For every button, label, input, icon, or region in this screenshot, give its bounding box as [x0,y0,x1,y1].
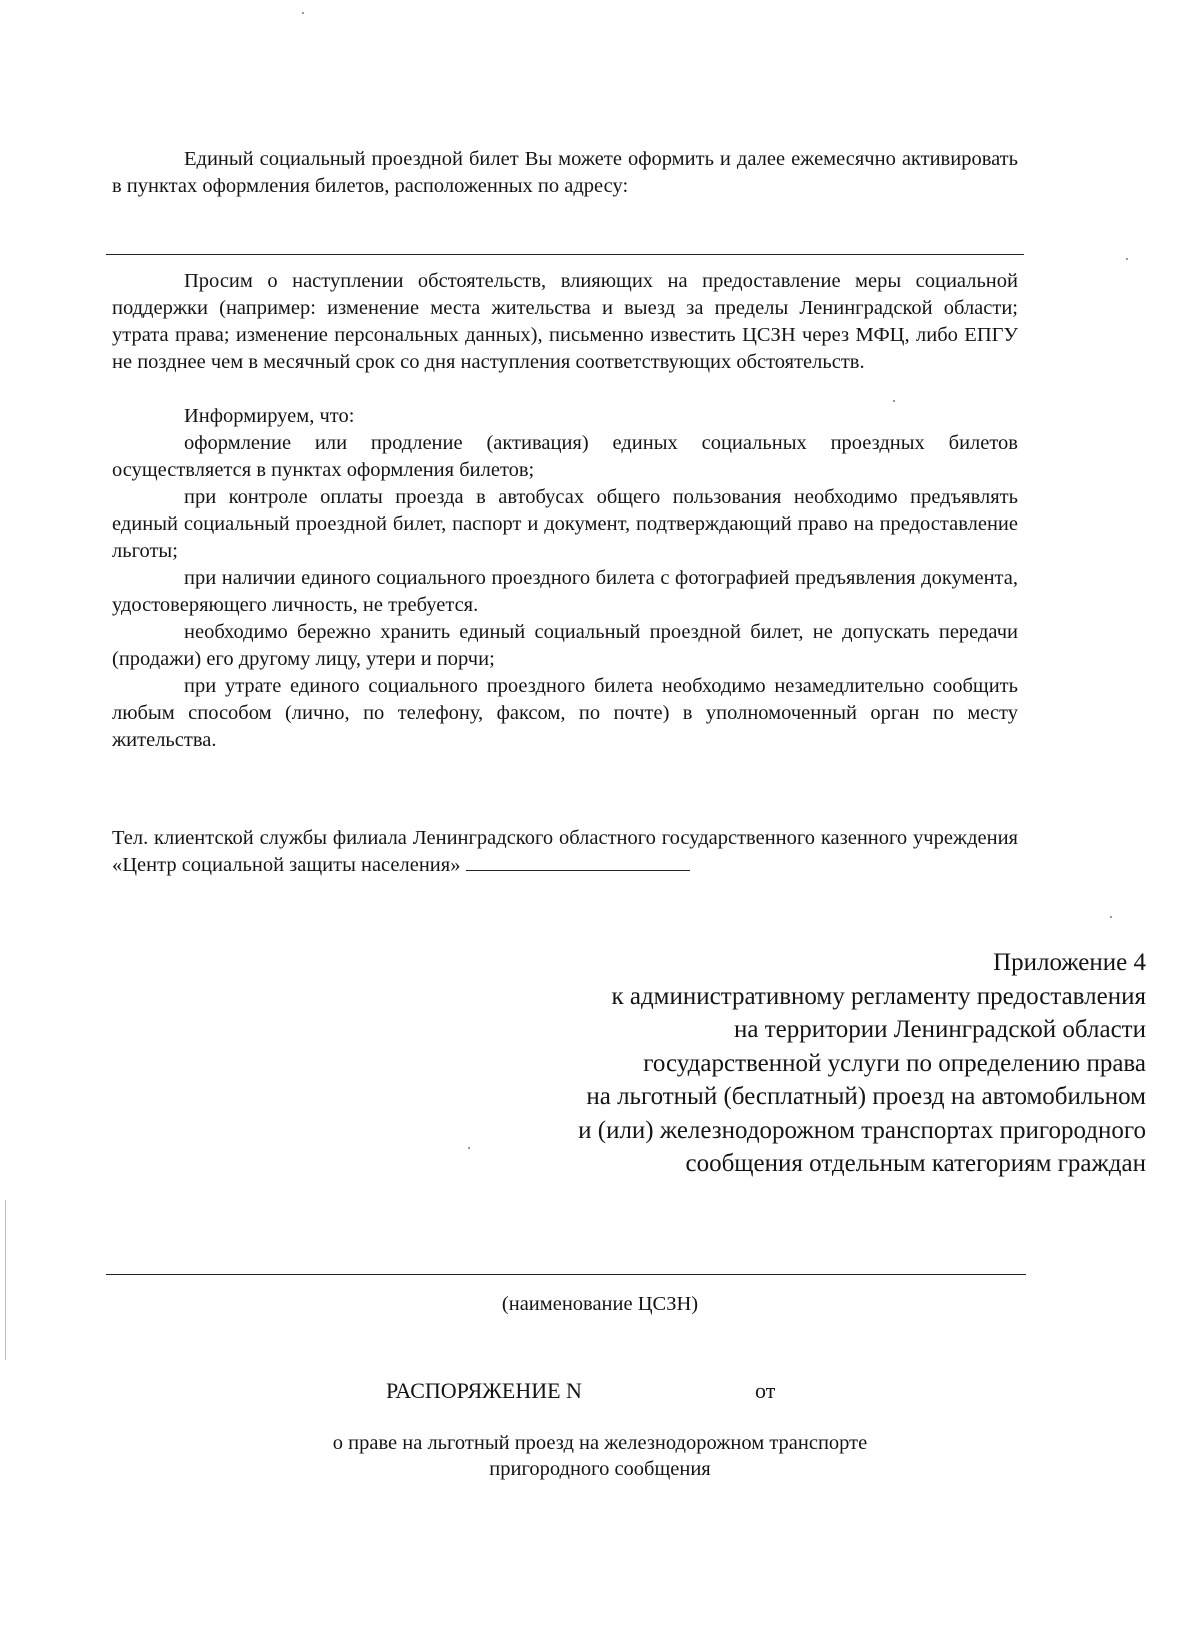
org-name-caption: (наименование ЦСЗН) [501,1293,699,1315]
ticket-info-paragraph: Единый социальный проездной билет Вы можете оформить и далее ежемесячно активировать в пунктах оформления билетов, расположенных по адресу: [112,148,1018,197]
order-subject-line-1: о праве на льготный проезд на железнодорожном транспорте [332,1432,868,1454]
notice-request-paragraph: Просим о наступлении обстоятельств, влияющих на предоставление меры социальной поддержки (например: изменение места жительства и выезд за пределы Ленинградской области; утрата права; изменение персональных данных), письменно известить ЦСЗН через МФЦ, либо ЕПГУ не позднее чем в месячный срок со дня наступления соответствующих обстоятельств. [112,270,1018,373]
appendix-line: Приложение 4 [993,949,1146,976]
address-blank-line [106,254,1024,255]
scan-speck [1126,258,1128,260]
appendix-line: и (или) железнодорожном транспортах пригородного [578,1116,1146,1144]
order-date-label: от [755,1378,776,1403]
inform-item-3: при наличии единого социального проездного билета с фотографией предъявления документа, удостоверяющего личность, не требуется. [112,567,1018,616]
appendix-line: сообщения отдельным категориям граждан [685,1150,1146,1177]
phone-text: Тел. клиентской службы филиала Ленинградского областного государственного казенного учреждения «Центр социальной защиты населения» [112,827,1018,876]
order-title: РАСПОРЯЖЕНИЕ N [386,1378,582,1403]
inform-item-5: при утрате единого социального проездного билета необходимо незамедлительно сообщить любым способом (лично, по телефону, факсом, по почте) в уполномоченный орган по месту жительства. [112,675,1018,751]
inform-item-4: необходимо бережно хранить единый социальный проездной билет, не допускать передачи (продажи) его другому лицу, утери и порчи; [112,621,1018,670]
org-name-blank-line [106,1274,1026,1275]
phone-blank-line [466,852,690,871]
inform-item-2: при контроле оплаты проезда в автобусах общего пользования необходимо предъявлять единый социальный проездной билет, паспорт и документ, подтверждающий право на предоставление льготы; [112,486,1018,562]
scan-speck [468,1147,470,1149]
order-subject-line-2: пригородного сообщения [489,1458,711,1480]
appendix-line: государственной услуги по определению права [643,1049,1146,1077]
scan-speck [302,12,304,14]
inform-item-1: оформление или продление (активация) единых социальных проездных билетов осуществляется в пунктах оформления билетов; [112,432,1018,481]
appendix-line: на территории Ленинградской области [734,1016,1146,1043]
appendix-line: к административному регламенту предоставления [611,982,1146,1010]
scan-edge-mark [5,1200,6,1360]
phone-paragraph [112,825,1018,879]
appendix-header [446,946,1146,1181]
scan-speck [893,400,895,402]
appendix-line: на льготный (бесплатный) проезд на автомобильном [586,1083,1146,1110]
scan-speck [1110,916,1112,918]
inform-intro: Информируем, что: [184,405,355,427]
